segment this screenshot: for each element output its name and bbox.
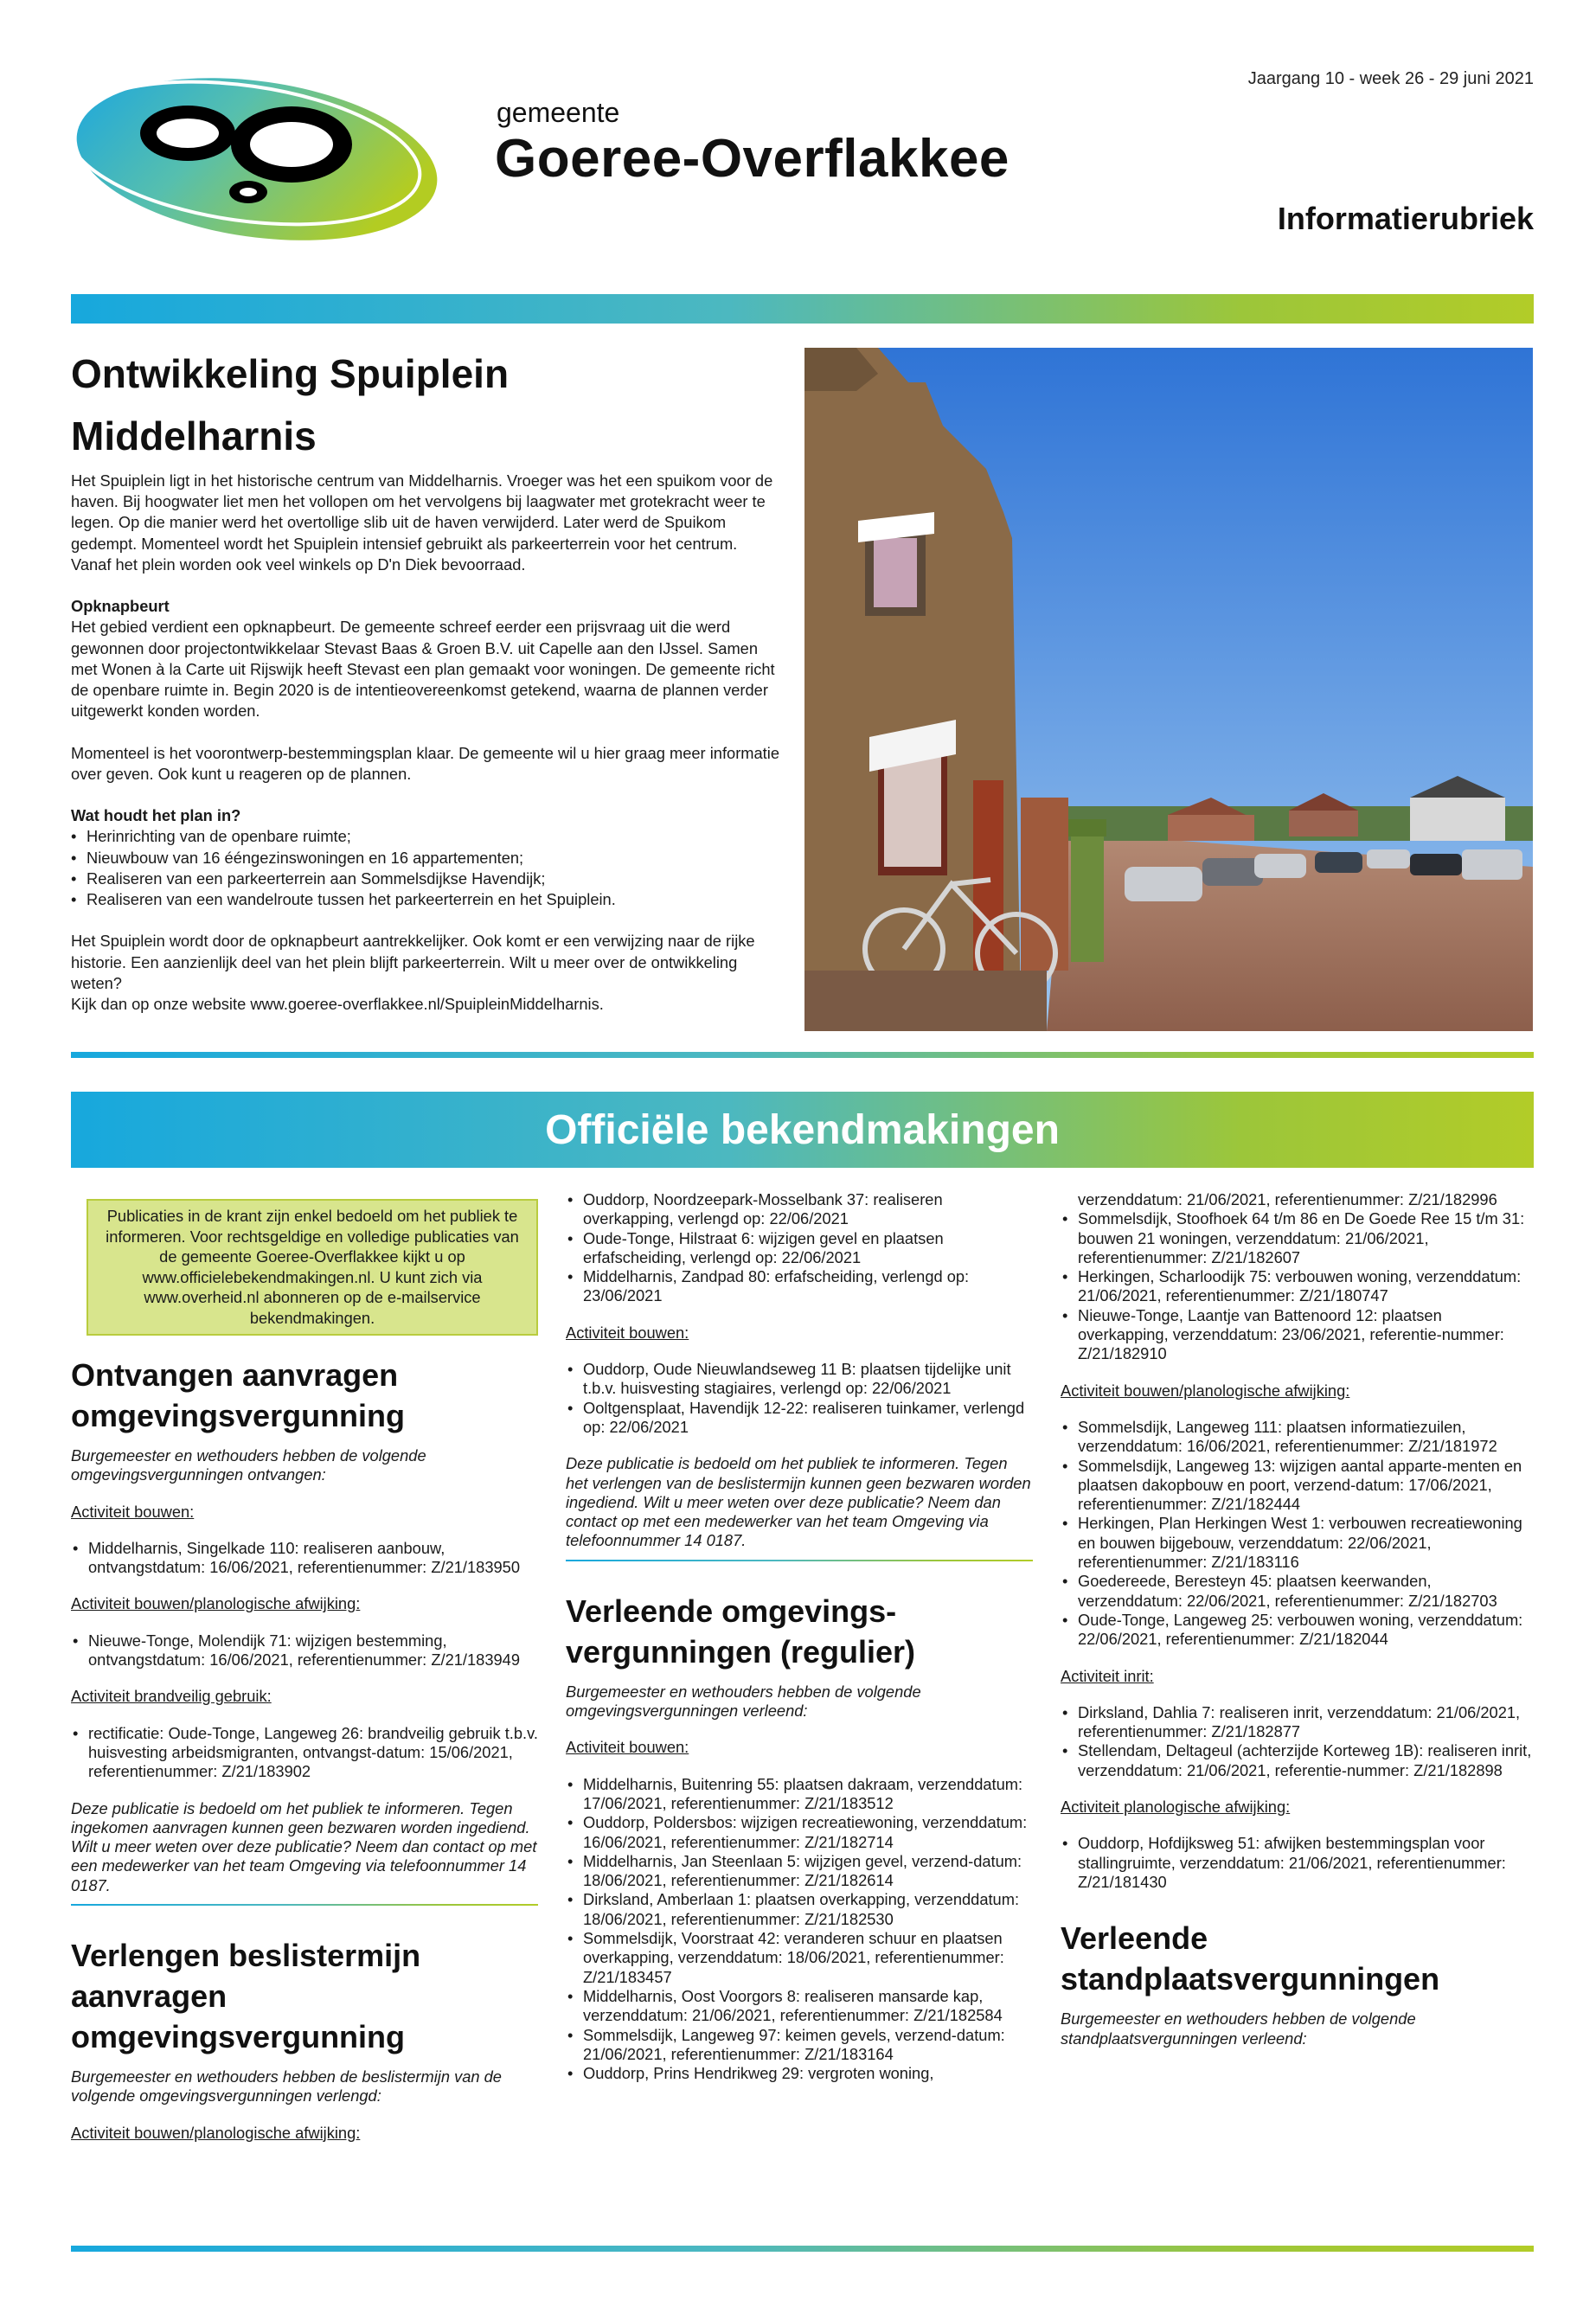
column-3 bbox=[1061, 1190, 1535, 2066]
activity-label: Activiteit brandveilig gebruik: bbox=[71, 1687, 272, 1706]
municipality-logo bbox=[71, 62, 452, 244]
list-item: • Ooltgensplaat, Havendijk 12-22: realiseren tuinkamer, verlengd op: 22/06/2021 bbox=[566, 1399, 1033, 1438]
list-item: • Sommelsdijk, Stoofhoek 64 t/m 86 en De Goede Ree 15 t/m 31: bouwen 21 woningen, verzenddatum: 21/06/2021, referentienummer: Z/21/182607 bbox=[1061, 1209, 1535, 1267]
list-item: • Middelharnis, Buitenring 55: plaatsen dakraam, verzenddatum: 17/06/2021, referentienummer: Z/21/183512 bbox=[566, 1775, 1033, 1814]
list-item: • Ouddorp, Oude Nieuwlandseweg 11 B: plaatsen tijdelijke unit t.b.v. huisvesting stagiaires, verlengd op: 22/06/2021 bbox=[566, 1360, 1033, 1399]
publication-note: Deze publicatie is bedoeld om het publiek te informeren. Tegen ingekomen aanvragen kunnen geen bezwaren worden ingediend. Wilt u meer weten over deze publicatie? Neem dan contact op met een medewerker van het team Omgeving via telefoonnummer 14 0187. bbox=[71, 1798, 537, 1894]
list-item: • Sommelsdijk, Langeweg 13: wijzigen aantal apparte-menten en plaatsen dakopbouw en poort, verzend-datum: 17/06/2021, referentienummer: Z/21/182444 bbox=[1061, 1457, 1535, 1515]
article-paragraph: Het Spuiplein wordt door de opknapbeurt aantrekkelijker. Ook komt er een verwijzing naar de rijke historie. Een aanzienlijk deel van het plein blijft parkeerterrein. Wilt u meer over de ontwikkeling weten? bbox=[71, 932, 755, 992]
list-item: • rectificatie: Oude-Tonge, Langeweg 26: brandveilig gebruik t.b.v. huisvesting arbeidsmigranten, ontvangst-datum: 15/06/2021, referentienummer: Z/21/183902 bbox=[71, 1724, 538, 1782]
list-item: • Ouddorp, Prins Hendrikweg 29: vergroten woning, bbox=[566, 2064, 1033, 2083]
list-item: • Sommelsdijk, Langeweg 97: keimen gevels, verzend-datum: 21/06/2021, referentienummer: Z/21/183164 bbox=[566, 2026, 1033, 2065]
brand-title: Goeree-Overflakkee bbox=[495, 129, 1010, 189]
officiele-bekendmakingen-banner bbox=[71, 1092, 1534, 1168]
list-item: • Stellendam, Deltageul (achterzijde Korteweg 1B): realiseren inrit, verzenddatum: 21/06/2021, referentie-nummer: Z/21/182898 bbox=[1061, 1741, 1535, 1780]
article-body bbox=[71, 471, 780, 1035]
column-divider bbox=[71, 1904, 538, 1906]
activity-label: Activiteit bouwen: bbox=[71, 1502, 195, 1521]
spuiplein-photo bbox=[804, 348, 1533, 1031]
list-item: • Realiseren van een parkeerterrein aan Sommelsdijkse Havendijk; bbox=[71, 868, 780, 889]
article-title-line1: Ontwikkeling Spuiplein bbox=[71, 351, 510, 396]
activity-label: Activiteit bouwen/planologische afwijking: bbox=[71, 2123, 361, 2142]
article-paragraph: Het Spuiplein ligt in het historische centrum van Middelharnis. Vroeger was het een spuikom voor de haven. Bij hoogwater liet men het vollopen om het vervolgens bij laagwater met grotekracht weer te legen. Op die manier werd het overtollige slib uit de haven verwijderd. Later werd de Spuikom gedempt. Momenteel wordt het Spuiplein intensief gebruikt als parkeerterrein voor het centrum. Vanaf het plein worden ook veel winkels op D'n Diek bevoorraad. bbox=[71, 471, 773, 574]
article-paragraph: Momenteel is het voorontwerp-bestemmingsplan klaar. De gemeente wil u hier graag meer informatie over geven. Ook kunt u reageren op de plannen. bbox=[71, 743, 779, 783]
list-item: • Middelharnis, Oost Voorgors 8: realiseren mansarde kap, verzenddatum: 21/06/2021, referentienummer: Z/21/182584 bbox=[566, 1987, 1033, 2026]
plan-list bbox=[71, 826, 780, 910]
list-item: • Goedereede, Beresteyn 45: plaatsen keerwanden, verzenddatum: 22/06/2021, referentienummer: Z/21/182703 bbox=[1061, 1572, 1535, 1611]
section-intro: Burgemeester en wethouders hebben de volgende standplaatsvergunningen verleend: bbox=[1061, 2009, 1416, 2048]
article-paragraph: Het gebied verdient een opknapbeurt. De gemeente schreef eerder een prijsvraag uit die werd gewonnen door projectontwikkelaar Stevast Baas & Groen B.V. uit Capelle aan den IJssel. Samen met Wonen à la Carte uit Rijswijk heeft Stevast een plan gemaakt voor woningen. De gemeente richt de openbare ruimte in. Begin 2020 is de intentieovereenkomst getekend, waarna de plannen verder uitgewerkt konden worden. bbox=[71, 618, 775, 721]
section-intro: Burgemeester en wethouders hebben de volgende omgevingsvergunningen verleend: bbox=[566, 1682, 921, 1721]
list-item: • Nieuwe-Tonge, Laantje van Battenoord 12: plaatsen overkapping, verzenddatum: 23/06/2021, referentie-nummer: Z/21/182910 bbox=[1061, 1306, 1535, 1364]
column-divider bbox=[566, 1560, 1033, 1561]
list-item: • Sommelsdijk, Langeweg 111: plaatsen informatiezuilen, verzenddatum: 16/06/2021, referentienummer: Z/21/181972 bbox=[1061, 1418, 1535, 1457]
list-item: • Sommelsdijk, Voorstraat 42: veranderen schuur en plaatsen overkapping, verzenddatum: 18/06/2021, referentienummer: Z/21/183457 bbox=[566, 1929, 1033, 1987]
list-item: • Middelharnis, Zandpad 80: erfafscheiding, verlengd op: 23/06/2021 bbox=[566, 1267, 1033, 1306]
issue-date: Jaargang 10 - week 26 - 29 juni 2021 bbox=[1247, 69, 1534, 88]
article-title-line2: Middelharnis bbox=[71, 413, 317, 458]
list-item: • Nieuwe-Tonge, Molendijk 71: wijzigen bestemming, ontvangstdatum: 16/06/2021, referentienummer: Z/21/183949 bbox=[71, 1631, 538, 1670]
activity-label: Activiteit planologische afwijking: bbox=[1061, 1798, 1291, 1817]
activity-label: Activiteit bouwen: bbox=[566, 1323, 689, 1342]
article-website: Kijk dan op onze website www.goeree-overflakkee.nl/SpuipleinMiddelharnis. bbox=[71, 995, 604, 1014]
publication-note: Deze publicatie is bedoeld om het publiek te informeren. Tegen het verlengen van de beslistermijn kunnen geen bezwaren worden ingediend. Wilt u meer weten over deze publicatie? Neem dan contact op met een medewerker van het team Omgeving via telefoonnummer 14 0187. bbox=[566, 1454, 1031, 1550]
section-intro: Burgemeester en wethouders hebben de beslistermijn van de volgende omgevingsvergunningen verlengd: bbox=[71, 2067, 502, 2106]
section-label: Informatierubriek bbox=[1277, 201, 1534, 236]
list-item: • Herinrichting van de openbare ruimte; bbox=[71, 826, 780, 847]
activity-label: Activiteit bouwen/planologische afwijking: bbox=[71, 1594, 361, 1613]
activity-label: Activiteit bouwen: bbox=[566, 1738, 689, 1757]
list-item: • Ouddorp, Noordzeepark-Mosselbank 37: realiseren overkapping, verlengd op: 22/06/2021 bbox=[566, 1190, 1033, 1229]
list-item: • Dirksland, Dahlia 7: realiseren inrit, verzenddatum: 21/06/2021, referentienummer: Z/21/182877 bbox=[1061, 1703, 1535, 1742]
list-item: • Middelharnis, Singelkade 110: realiseren aanbouw, ontvangstdatum: 16/06/2021, referentienummer: Z/21/183950 bbox=[71, 1539, 538, 1578]
list-item: • Ouddorp, Poldersbos: wijzigen recreatiewoning, verzenddatum: 16/06/2021, referentienummer: Z/21/182714 bbox=[566, 1813, 1033, 1852]
header-gradient-bar bbox=[71, 294, 1534, 324]
section-divider bbox=[71, 1052, 1534, 1058]
list-item: • Herkingen, Scharloodijk 75: verbouwen woning, verzenddatum: 21/06/2021, referentienummer: Z/21/180747 bbox=[1061, 1267, 1535, 1306]
column-2 bbox=[566, 1190, 1033, 2100]
section-heading: Verleende standplaatsvergunningen bbox=[1061, 1920, 1440, 1997]
banner-title: Officiële bekendmakingen bbox=[545, 1106, 1060, 1153]
section-intro: Burgemeester en wethouders hebben de volgende omgevingsvergunningen ontvangen: bbox=[71, 1446, 426, 1484]
article-title bbox=[71, 343, 763, 467]
list-item: • Nieuwbouw van 16 ééngezinswoningen en 16 appartementen; bbox=[71, 848, 780, 868]
section-heading: Verlengen beslistermijn aanvragen omgevingsvergunning bbox=[71, 1938, 421, 2055]
footer-gradient-bar bbox=[71, 2246, 1534, 2252]
list-item-continuation: verzenddatum: 21/06/2021, referentienummer: Z/21/182996 bbox=[1078, 1190, 1497, 1208]
list-item: • Realiseren van een wandelroute tussen het parkeerterrein en het Spuiplein. bbox=[71, 889, 780, 910]
list-item: • Ouddorp, Hofdijksweg 51: afwijken bestemmingsplan voor stallingruimte, verzenddatum: 21/06/2021, referentienummer: Z/21/181430 bbox=[1061, 1834, 1535, 1892]
column-1 bbox=[71, 1355, 538, 2160]
section-heading: Ontvangen aanvragen omgevingsvergunning bbox=[71, 1357, 406, 1433]
publication-notice: Publicaties in de krant zijn enkel bedoeld om het publiek te informeren. Voor rechtsgeldige en volledige publicaties van de gemeente Goeree-Overflakkee kijkt u op www.officielebekendmakingen.nl. U kunt zich via www.overheid.nl abonneren op de e-mailservice bekendmakingen. bbox=[87, 1199, 538, 1336]
activity-label: Activiteit bouwen/planologische afwijking: bbox=[1061, 1381, 1350, 1400]
list-item: • Oude-Tonge, Hilstraat 6: wijzigen gevel en plaatsen erfafscheiding, verlengd op: 22/06/2021 bbox=[566, 1229, 1033, 1268]
list-item: • Oude-Tonge, Langeweg 25: verbouwen woning, verzenddatum: 22/06/2021, referentienummer: Z/21/182044 bbox=[1061, 1611, 1535, 1650]
list-item: • Herkingen, Plan Herkingen West 1: verbouwen recreatiewoning en bouwen bijgebouw, verzenddatum: 22/06/2021, referentienummer: Z/21/183116 bbox=[1061, 1514, 1535, 1572]
list-item: • Middelharnis, Jan Steenlaan 5: wijzigen gevel, verzend-datum: 18/06/2021, referentienummer: Z/21/182614 bbox=[566, 1852, 1033, 1891]
article-subheading: Opknapbeurt bbox=[71, 597, 170, 616]
activity-label: Activiteit inrit: bbox=[1061, 1666, 1154, 1685]
list-item: • Dirksland, Amberlaan 1: plaatsen overkapping, verzenddatum: 18/06/2021, referentienummer: Z/21/182530 bbox=[566, 1890, 1033, 1929]
article-subheading: Wat houdt het plan in? bbox=[71, 806, 241, 825]
section-heading: Verleende omgevings-vergunningen (regulier) bbox=[566, 1593, 916, 1670]
brand-subtitle: gemeente bbox=[497, 97, 620, 128]
